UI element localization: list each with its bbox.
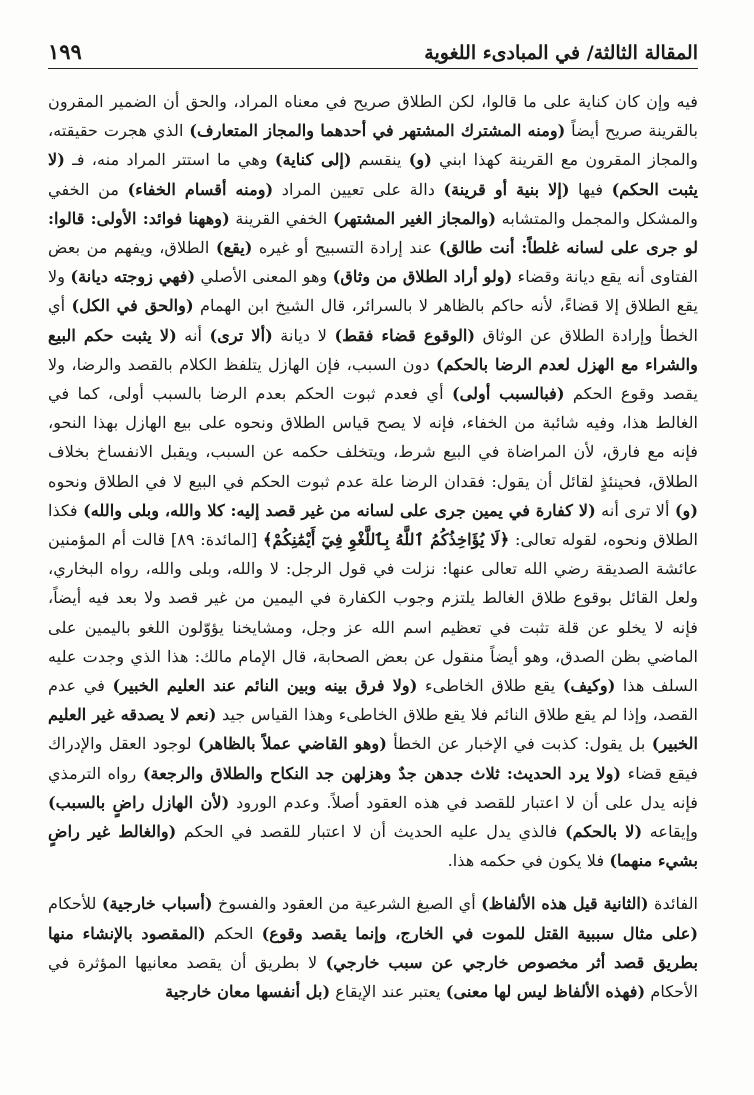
matn-segment: (والحق في الكل): [71, 296, 194, 316]
matn-segment: (وهو القاضي عملاً بالظاهر): [197, 734, 387, 754]
sharh-segment: أنه: [176, 325, 210, 345]
sharh-segment: من الخفي والمشكل والمجمل والمتشابه: [48, 179, 698, 228]
matn-segment: (فبالسبب أولى): [451, 384, 565, 404]
matn-segment: (والغالط غير راضٍ بشيء منهما): [48, 822, 698, 871]
matn-segment: (إلى كناية): [274, 150, 352, 170]
sharh-segment: يعتبر عند الإيقاع: [330, 982, 446, 1002]
sharh-segment: أي الصيغ الشرعية من العقود والفسوخ: [212, 894, 482, 914]
sharh-segment: دالة على تعيين المراد: [273, 179, 444, 199]
sharh-segment: فلا يكون في حكمه هذا.: [447, 851, 610, 871]
matn-segment: (على مثال سببية القتل للموت في الخارج، وإنما يقصد وقوع): [261, 923, 699, 943]
sharh-segment: أي الخطأ وإرادة الطلاق عن الوثاق: [48, 296, 698, 345]
sharh-segment: الخفي القرينة: [229, 208, 333, 228]
sharh-segment: [المائدة: ٨٩] قالت أم المؤمنين عائشة الصديقة رضي الله تعالى عنها: نزلت في قول الرجل: لا والله، وبلى والله، رواه البخاري، ولعل القائل بوقوع طلاق الغالط يلتزم وجوب الكفارة في اليمين من غير قصد ولا بعد فيه أيضاً، فإنه لا يخلو عن قلة تثبت في تعظيم اسم الله عز وجل، ومشايخنا يؤوّلون اللغو باليمين على الماضي بظن الصدق، وهو أيضاً منقول عن بعض الصحابة، قال الإمام مالك: هذا الذي وجدت عليه السلف هذا: [48, 530, 699, 696]
sharh-segment: بل يقول: كذبت في الإخبار عن الخطأ: [386, 734, 652, 754]
sharh-segment: لوجود العقل والإدراك فيقع قضاء: [48, 734, 698, 783]
matn-segment: (ولا يرد الحديث: ثلاث جدهن جدٌ وهزلهن جد النكاح والطلاق والرجعة): [142, 763, 622, 783]
sharh-segment: للأحكام: [48, 894, 102, 914]
matn-segment: (لا يثبت حكم البيع والشراء مع الهزل لعدم الرضا بالحكم): [48, 325, 698, 374]
sharh-segment: فيها: [569, 179, 612, 199]
sharh-segment: وهي ما استتر المراد منه، فـ: [64, 150, 275, 170]
matn-segment: (يقع): [215, 238, 253, 258]
matn-segment: (لا يثبت الحكم): [48, 150, 699, 199]
chapter-title: المقالة الثالثة/ في المبادىء اللغوية: [424, 42, 698, 64]
matn-segment: (لأن الهازل راضٍ بالسبب): [48, 792, 230, 812]
sharh-segment: لا ديانة: [272, 325, 335, 345]
sharh-segment: الطلاق، ويفهم من بعض الفتاوى أنه يقع ديانة وقضاء: [48, 238, 698, 287]
matn-segment: (ومنه المشترك المشتهر في أحدهما والمجاز المتعارف): [189, 121, 566, 141]
sharh-segment: في عدم القصد، وإذا لم يقع طلاق النائم فلا يقع طلاق الخاطىء وهذا القياس جيد: [48, 676, 699, 725]
sharh-segment: وهو المعنى الأصلي: [195, 267, 333, 287]
sharh-segment: وإيقاعه: [642, 822, 699, 842]
paragraph-1: [48, 87, 698, 875]
sharh-segment: فيه وإن كان كناية على ما قالوا، لكن الطلاق صريح في معناه المراد، والحق أن الضمير المقرون بالقرينة صريح أيضاً: [48, 92, 698, 141]
sharh-segment: الفائدة: [648, 894, 699, 914]
matn-segment: (ولو أراد الطلاق من وثاق): [332, 267, 513, 287]
sharh-segment: ولا يقع الطلاق إلا قضاءً، لأنه حاكم بالظاهر لا بالسرائر، قال الشيخ ابن الهمام: [48, 267, 698, 316]
matn-segment: (فهذه الألفاظ ليس لها معنى): [445, 982, 646, 1002]
matn-segment: (وههنا فوائد: الأولى: قالوا: لو جرى على لسانه غلطاً: أنت طالق): [48, 208, 699, 258]
matn-segment: (ولا فرق بينه وبين النائم عند العليم الخبير): [112, 676, 418, 696]
sharh-segment: فالذي يدل عليه الحديث أن لا اعتبار للقصد في الحكم: [176, 822, 565, 842]
matn-segment: (بل أنفسها معان خارجية: [165, 982, 331, 1002]
matn-segment: (وكيف): [562, 676, 616, 696]
paragraph-2: [48, 889, 698, 1006]
matn-segment: (و): [408, 150, 432, 170]
sharh-segment: أي فعدم ثبوت الحكم بعدم الرضا بالسبب أولى، كما في الغالط هذا، وفيه شائبة من الخفاء، فإنه لا يصح قياس الطلاق ونحوه على بيع الهازل بهذا النحو، فإنه مع فارق، لأن المراضاة في البيع شرط، ويتخلف حكمه عن السبب، ويقبل الانفساخ بخلاف الطلاق، فحينئذٍ لقائل أن يقول: فقدان الرضا علة عدم ثبوت الحكم في البيع لا في الطلاق ونحوه: [48, 384, 698, 491]
sharh-segment: رواه الترمذي فإنه يدل على أن لا اعتبار للقصد في هذه العقود أصلاً. وعدم الورود: [48, 763, 698, 812]
sharh-segment: لا بطريق أن يقصد معانيها المؤثرة في الأحكام: [48, 952, 698, 1002]
matn-segment: (المقصود بالإنشاء منها بطريق قصد أثر مخصوص خارجي عن سبب خارجي): [48, 923, 698, 972]
sharh-segment: دون السبب، فإن الهازل يتلفظ الكلام بالقصد والرضا، ولا يقصد وقوع الحكم: [48, 354, 698, 404]
sharh-segment: عند إرادة التسبيح أو غيره: [252, 238, 439, 258]
matn-segment: (لا كفارة في يمين جرى على لسانه من غير قصد إليه: كلا والله، وبلى والله): [83, 500, 596, 520]
matn-segment: (لا بالحكم): [564, 822, 643, 842]
page-number: ١٩٩: [48, 39, 82, 64]
sharh-segment: ينقسم: [351, 150, 409, 170]
page-body: [48, 87, 698, 1006]
sharh-segment: فكذا الطلاق ونحوه، لقوله تعالى:: [48, 500, 699, 550]
sharh-segment: الحكم: [205, 923, 262, 943]
matn-segment: (و): [674, 500, 698, 520]
matn-segment: (ألا ترى): [209, 325, 273, 345]
matn-segment: (والمجاز الغير المشتهر): [332, 208, 496, 228]
matn-segment: (إلا بنية أو قرينة): [443, 179, 570, 199]
matn-segment: (الثانية قيل هذه الألفاظ): [481, 894, 649, 914]
sharh-segment: يقع طلاق الخاطىء: [417, 676, 563, 696]
matn-segment: (أسباب خارجية): [101, 894, 213, 914]
matn-segment: (نعم لا يصدقه غير العليم الخبير): [48, 705, 698, 754]
sharh-segment: الذي هجرت حقيقته، والمجاز المقرون مع القرينة كهذا ابني: [48, 121, 698, 170]
running-header: [48, 34, 698, 69]
matn-segment: ﴿لَا يُؤَاخِذُكُمُ ٱللَّهُ بِٱللَّغْوِ فِيٓ أَيْمَٰنِكُمْ﴾: [262, 530, 510, 550]
sharh-segment: ألا ترى أنه: [595, 500, 675, 520]
matn-segment: (الوقوع قضاء فقط): [334, 325, 476, 345]
matn-segment: (فهي زوجته ديانة): [70, 267, 196, 287]
matn-segment: (ومنه أقسام الخفاء): [127, 179, 274, 199]
